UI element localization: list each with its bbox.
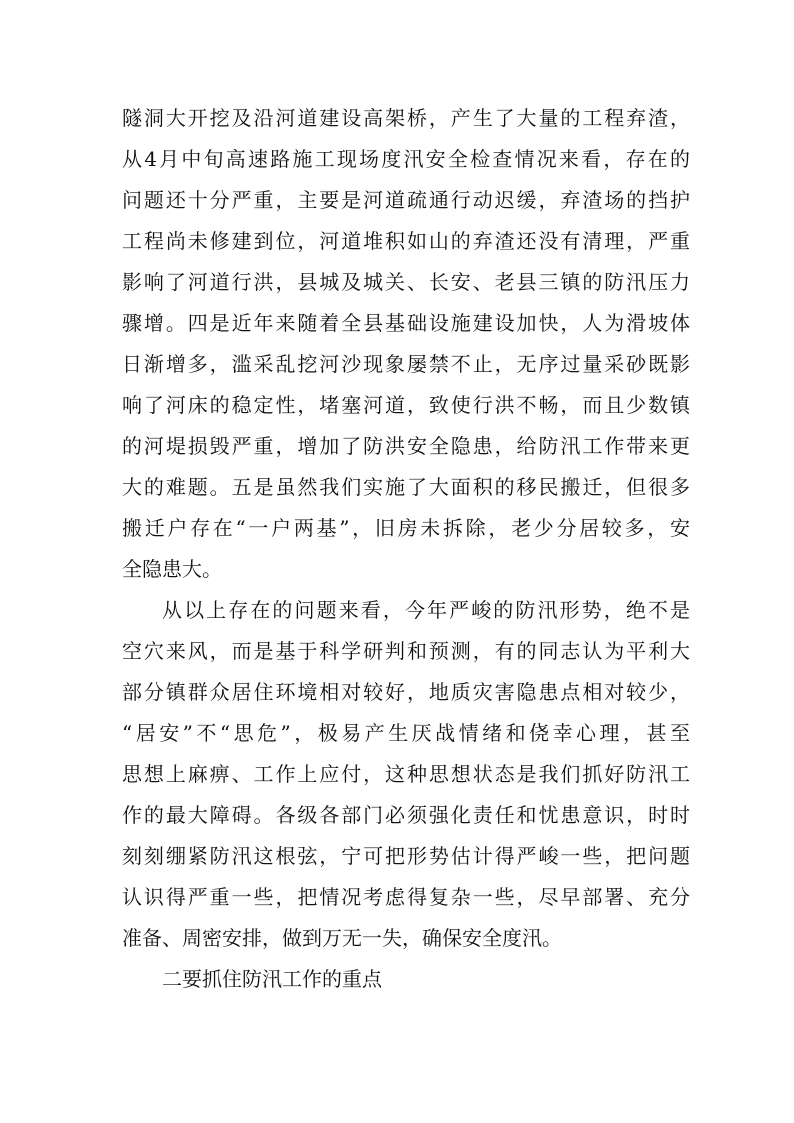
paragraph-1-line: 问题还十分严重，主要是河道疏通行动迟缓，弃渣场的挡护 (122, 188, 690, 212)
paragraph-1-line: 骤增。四是近年来随着全县基础设施建设加快，人为滑坡体 (122, 311, 690, 335)
paragraph-1-line: 影响了河道行洪，县城及城关、长安、老县三镇的防汛压力 (122, 270, 690, 294)
paragraph-2-line: 部分镇群众居住环境相对较好，地质灾害隐患点相对较少， (122, 680, 690, 704)
paragraph-2-line: 准备、周密安排，做到万无一失，确保安全度汛。 (122, 926, 562, 950)
paragraph-1-line: 从4月中旬高速路施工现场度汛安全检查情况来看，存在的 (122, 147, 690, 171)
document-body (122, 98, 690, 1000)
section-heading-block (122, 959, 690, 1000)
paragraph-2-line: 刻刻绷紧防汛这根弦，宁可把形势估计得严峻一些，把问题 (122, 844, 690, 868)
paragraph-1-line: 日渐增多，滥采乱挖河沙现象屡禁不止，无序过量采砂既影 (122, 352, 690, 376)
paragraph-1-line: 响了河床的稳定性，堵塞河道，致使行洪不畅，而且少数镇 (122, 393, 690, 417)
paragraph-1 (122, 98, 690, 590)
paragraph-1-line: 全隐患大。 (122, 557, 222, 581)
paragraph-1-line: 搬迁户存在“一户两基”，旧房未拆除，老少分居较多，安 (122, 516, 690, 540)
paragraph-1-line: 工程尚未修建到位，河道堆积如山的弃渣还没有清理，严重 (122, 229, 690, 253)
paragraph-1-line: 大的难题。五是虽然我们实施了大面积的移民搬迁，但很多 (122, 475, 690, 499)
paragraph-1-line: 隧洞大开挖及沿河道建设高架桥，产生了大量的工程弃渣， (122, 106, 690, 130)
section-heading: 二要抓住防汛工作的重点 (162, 967, 382, 991)
paragraph-2-line: 从以上存在的问题来看，今年严峻的防汛形势，绝不是 (162, 598, 690, 622)
paragraph-2-line: “居安”不“思危”，极易产生厌战情绪和侥幸心理，甚至 (122, 721, 690, 745)
paragraph-2-line: 作的最大障碍。各级各部门必须强化责任和忧患意识，时时 (122, 803, 690, 827)
paragraph-1-line: 的河堤损毁严重，增加了防洪安全隐患，给防汛工作带来更 (122, 434, 690, 458)
paragraph-2-line: 思想上麻痹、工作上应付，这种思想状态是我们抓好防汛工 (122, 762, 690, 786)
paragraph-2 (122, 590, 690, 959)
paragraph-2-line: 空穴来风，而是基于科学研判和预测，有的同志认为平利大 (122, 639, 690, 663)
paragraph-2-line: 认识得严重一些，把情况考虑得复杂一些，尽早部署、充分 (122, 885, 690, 909)
